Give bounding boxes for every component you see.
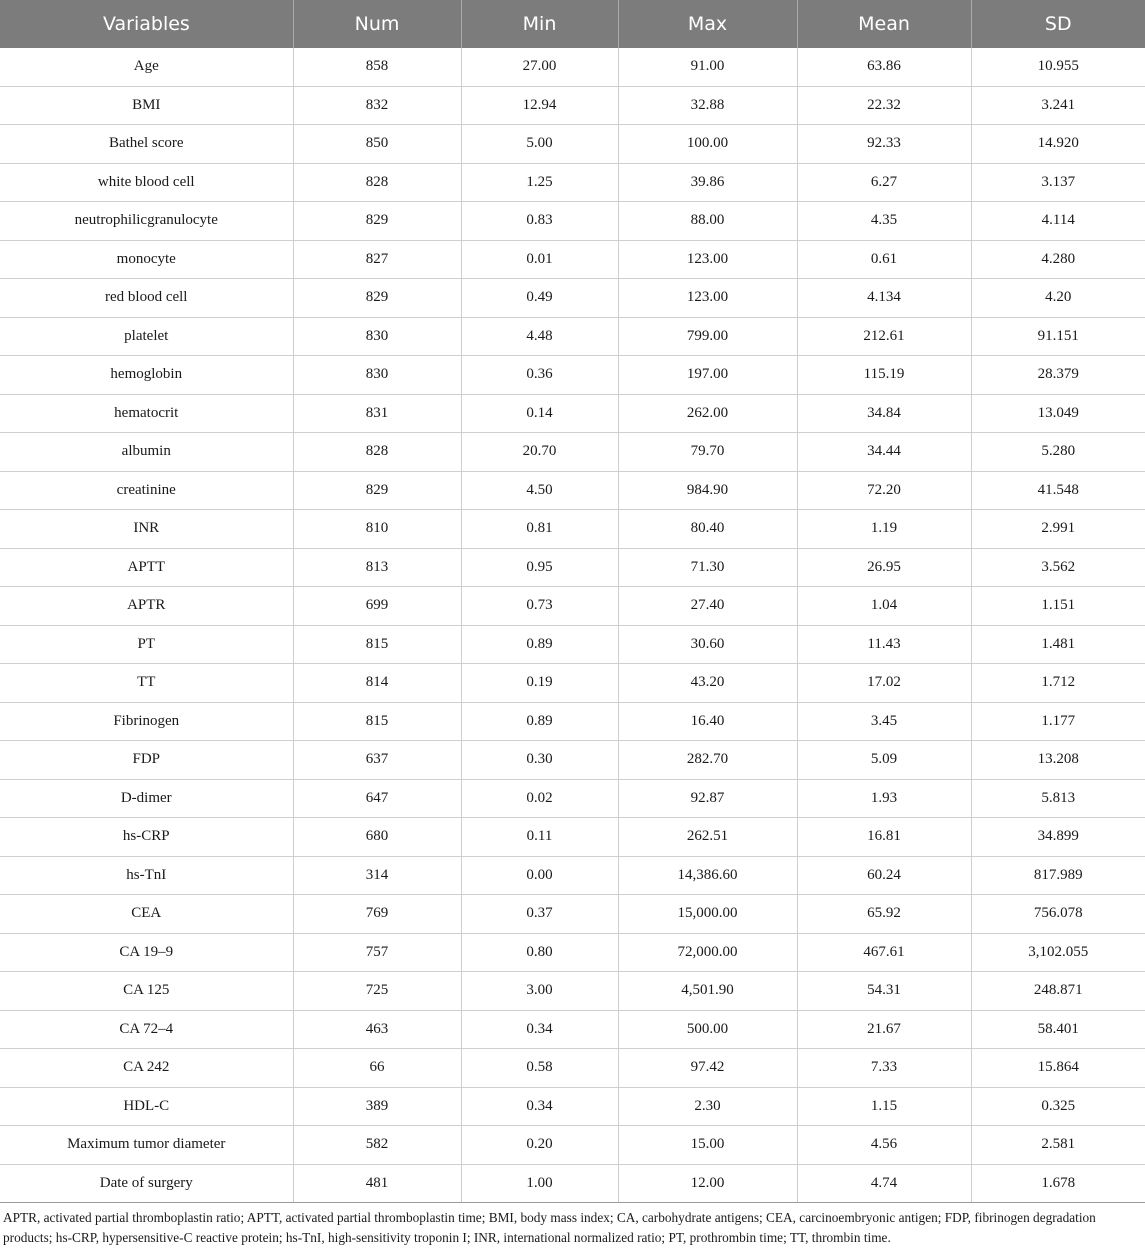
cell-sd: 1.678: [971, 1164, 1145, 1203]
table-row: [0, 818, 1145, 857]
header-mean: Mean: [797, 0, 971, 48]
table-row: [0, 394, 1145, 433]
cell-num: 66: [293, 1049, 461, 1088]
cell-num: 815: [293, 702, 461, 741]
cell-max: 32.88: [618, 86, 797, 125]
cell-num: 828: [293, 163, 461, 202]
table-row: [0, 1164, 1145, 1203]
cell-num: 829: [293, 202, 461, 241]
cell-mean: 22.32: [797, 86, 971, 125]
cell-max: 4,501.90: [618, 972, 797, 1011]
cell-min: 20.70: [461, 433, 618, 472]
cell-min: 4.50: [461, 471, 618, 510]
cell-mean: 4.74: [797, 1164, 971, 1203]
cell-num: 815: [293, 625, 461, 664]
table-row: [0, 1010, 1145, 1049]
header-sd: SD: [971, 0, 1145, 48]
cell-num: 389: [293, 1087, 461, 1126]
cell-max: 97.42: [618, 1049, 797, 1088]
cell-mean: 34.44: [797, 433, 971, 472]
cell-num: 582: [293, 1126, 461, 1165]
cell-num: 810: [293, 510, 461, 549]
cell-max: 984.90: [618, 471, 797, 510]
cell-variable: TT: [0, 664, 293, 703]
table-row: [0, 471, 1145, 510]
cell-num: 858: [293, 48, 461, 86]
cell-sd: 91.151: [971, 317, 1145, 356]
cell-max: 799.00: [618, 317, 797, 356]
cell-max: 15.00: [618, 1126, 797, 1165]
table-row: [0, 625, 1145, 664]
cell-variable: APTT: [0, 548, 293, 587]
cell-num: 463: [293, 1010, 461, 1049]
cell-max: 100.00: [618, 125, 797, 164]
cell-min: 0.20: [461, 1126, 618, 1165]
cell-max: 39.86: [618, 163, 797, 202]
cell-num: 481: [293, 1164, 461, 1203]
cell-sd: 817.989: [971, 856, 1145, 895]
cell-mean: 92.33: [797, 125, 971, 164]
cell-num: 830: [293, 356, 461, 395]
table-row: [0, 587, 1145, 626]
table-row: [0, 664, 1145, 703]
cell-sd: 1.151: [971, 587, 1145, 626]
cell-max: 80.40: [618, 510, 797, 549]
cell-mean: 1.19: [797, 510, 971, 549]
cell-mean: 72.20: [797, 471, 971, 510]
cell-mean: 467.61: [797, 933, 971, 972]
cell-variable: hematocrit: [0, 394, 293, 433]
cell-variable: hemoglobin: [0, 356, 293, 395]
cell-sd: 3.137: [971, 163, 1145, 202]
cell-max: 197.00: [618, 356, 797, 395]
cell-variable: Age: [0, 48, 293, 86]
cell-mean: 11.43: [797, 625, 971, 664]
cell-num: 813: [293, 548, 461, 587]
cell-min: 0.34: [461, 1010, 618, 1049]
cell-mean: 21.67: [797, 1010, 971, 1049]
cell-num: 725: [293, 972, 461, 1011]
cell-max: 72,000.00: [618, 933, 797, 972]
table-row: [0, 548, 1145, 587]
cell-max: 282.70: [618, 741, 797, 780]
cell-sd: 28.379: [971, 356, 1145, 395]
cell-variable: CA 242: [0, 1049, 293, 1088]
cell-mean: 26.95: [797, 548, 971, 587]
cell-sd: 4.280: [971, 240, 1145, 279]
cell-sd: 5.813: [971, 779, 1145, 818]
table-row: [0, 433, 1145, 472]
table-row: [0, 240, 1145, 279]
cell-min: 0.11: [461, 818, 618, 857]
cell-num: 814: [293, 664, 461, 703]
cell-variable: CEA: [0, 895, 293, 934]
cell-mean: 115.19: [797, 356, 971, 395]
cell-sd: 4.20: [971, 279, 1145, 318]
cell-max: 27.40: [618, 587, 797, 626]
cell-num: 637: [293, 741, 461, 780]
cell-min: 0.34: [461, 1087, 618, 1126]
cell-sd: 2.581: [971, 1126, 1145, 1165]
table-row: [0, 933, 1145, 972]
cell-sd: 10.955: [971, 48, 1145, 86]
cell-variable: neutrophilicgranulocyte: [0, 202, 293, 241]
cell-mean: 54.31: [797, 972, 971, 1011]
cell-min: 0.36: [461, 356, 618, 395]
table-header: [0, 0, 1145, 48]
table-row: [0, 202, 1145, 241]
table-row: [0, 779, 1145, 818]
cell-min: 0.73: [461, 587, 618, 626]
cell-sd: 756.078: [971, 895, 1145, 934]
cell-variable: CA 72–4: [0, 1010, 293, 1049]
cell-min: 12.94: [461, 86, 618, 125]
cell-variable: albumin: [0, 433, 293, 472]
cell-min: 0.30: [461, 741, 618, 780]
header-row: [0, 0, 1145, 48]
cell-variable: red blood cell: [0, 279, 293, 318]
cell-sd: 1.481: [971, 625, 1145, 664]
cell-mean: 0.61: [797, 240, 971, 279]
table-row: [0, 279, 1145, 318]
cell-mean: 4.56: [797, 1126, 971, 1165]
cell-max: 14,386.60: [618, 856, 797, 895]
cell-sd: 15.864: [971, 1049, 1145, 1088]
cell-variable: FDP: [0, 741, 293, 780]
cell-num: 647: [293, 779, 461, 818]
cell-mean: 3.45: [797, 702, 971, 741]
cell-max: 79.70: [618, 433, 797, 472]
cell-num: 830: [293, 317, 461, 356]
cell-max: 30.60: [618, 625, 797, 664]
cell-sd: 13.049: [971, 394, 1145, 433]
cell-min: 0.83: [461, 202, 618, 241]
cell-sd: 14.920: [971, 125, 1145, 164]
cell-variable: Date of surgery: [0, 1164, 293, 1203]
table-row: [0, 125, 1145, 164]
cell-max: 91.00: [618, 48, 797, 86]
cell-max: 12.00: [618, 1164, 797, 1203]
cell-max: 71.30: [618, 548, 797, 587]
cell-num: 829: [293, 279, 461, 318]
cell-min: 1.00: [461, 1164, 618, 1203]
cell-sd: 58.401: [971, 1010, 1145, 1049]
cell-max: 92.87: [618, 779, 797, 818]
header-max: Max: [618, 0, 797, 48]
cell-num: 314: [293, 856, 461, 895]
header-min: Min: [461, 0, 618, 48]
table-row: [0, 741, 1145, 780]
cell-max: 16.40: [618, 702, 797, 741]
table-row: [0, 1049, 1145, 1088]
cell-min: 0.01: [461, 240, 618, 279]
cell-sd: 1.177: [971, 702, 1145, 741]
cell-variable: monocyte: [0, 240, 293, 279]
cell-variable: Maximum tumor diameter: [0, 1126, 293, 1165]
table-row: [0, 86, 1145, 125]
cell-variable: BMI: [0, 86, 293, 125]
cell-mean: 1.15: [797, 1087, 971, 1126]
cell-sd: 13.208: [971, 741, 1145, 780]
cell-num: 850: [293, 125, 461, 164]
cell-sd: 3.562: [971, 548, 1145, 587]
cell-max: 43.20: [618, 664, 797, 703]
cell-min: 1.25: [461, 163, 618, 202]
cell-min: 0.89: [461, 702, 618, 741]
cell-num: 680: [293, 818, 461, 857]
header-num: Num: [293, 0, 461, 48]
header-variables: Variables: [0, 0, 293, 48]
cell-min: 0.19: [461, 664, 618, 703]
cell-variable: CA 19–9: [0, 933, 293, 972]
table-row: [0, 510, 1145, 549]
cell-mean: 4.134: [797, 279, 971, 318]
cell-min: 0.00: [461, 856, 618, 895]
cell-num: 827: [293, 240, 461, 279]
table-row: [0, 48, 1145, 86]
cell-variable: INR: [0, 510, 293, 549]
cell-num: 757: [293, 933, 461, 972]
cell-sd: 5.280: [971, 433, 1145, 472]
cell-mean: 34.84: [797, 394, 971, 433]
cell-mean: 4.35: [797, 202, 971, 241]
table-row: [0, 856, 1145, 895]
cell-min: 27.00: [461, 48, 618, 86]
cell-mean: 7.33: [797, 1049, 971, 1088]
cell-mean: 60.24: [797, 856, 971, 895]
cell-max: 262.51: [618, 818, 797, 857]
cell-sd: 4.114: [971, 202, 1145, 241]
table-row: [0, 317, 1145, 356]
cell-min: 4.48: [461, 317, 618, 356]
cell-mean: 212.61: [797, 317, 971, 356]
cell-variable: Bathel score: [0, 125, 293, 164]
cell-variable: white blood cell: [0, 163, 293, 202]
cell-min: 0.49: [461, 279, 618, 318]
cell-variable: creatinine: [0, 471, 293, 510]
table-row: [0, 1087, 1145, 1126]
cell-mean: 6.27: [797, 163, 971, 202]
cell-sd: 3,102.055: [971, 933, 1145, 972]
cell-variable: Fibrinogen: [0, 702, 293, 741]
cell-min: 0.58: [461, 1049, 618, 1088]
cell-min: 0.80: [461, 933, 618, 972]
cell-sd: 41.548: [971, 471, 1145, 510]
cell-variable: hs-TnI: [0, 856, 293, 895]
cell-max: 2.30: [618, 1087, 797, 1126]
table-row: [0, 895, 1145, 934]
cell-min: 3.00: [461, 972, 618, 1011]
cell-num: 769: [293, 895, 461, 934]
cell-mean: 16.81: [797, 818, 971, 857]
cell-min: 0.89: [461, 625, 618, 664]
table-row: [0, 702, 1145, 741]
cell-sd: 1.712: [971, 664, 1145, 703]
table-body: [0, 48, 1145, 1203]
cell-variable: D-dimer: [0, 779, 293, 818]
cell-max: 88.00: [618, 202, 797, 241]
cell-min: 5.00: [461, 125, 618, 164]
cell-max: 15,000.00: [618, 895, 797, 934]
cell-num: 829: [293, 471, 461, 510]
cell-num: 699: [293, 587, 461, 626]
cell-sd: 248.871: [971, 972, 1145, 1011]
cell-max: 123.00: [618, 279, 797, 318]
cell-num: 831: [293, 394, 461, 433]
cell-variable: PT: [0, 625, 293, 664]
cell-num: 828: [293, 433, 461, 472]
cell-min: 0.37: [461, 895, 618, 934]
cell-variable: APTR: [0, 587, 293, 626]
cell-mean: 5.09: [797, 741, 971, 780]
cell-min: 0.95: [461, 548, 618, 587]
table-row: [0, 972, 1145, 1011]
cell-min: 0.81: [461, 510, 618, 549]
cell-max: 262.00: [618, 394, 797, 433]
cell-variable: hs-CRP: [0, 818, 293, 857]
cell-variable: HDL-C: [0, 1087, 293, 1126]
cell-sd: 2.991: [971, 510, 1145, 549]
table-footnote: APTR, activated partial thromboplastin ratio; APTT, activated partial thromboplastin time; BMI, body mass index; CA, carbohydrate antigens; CEA, carcinoembryonic antigen; FDP, fibrinogen degradation products; hs-CRP, hypersensitive-C reactive protein; hs-TnI, high-sensitivity troponin I; INR, international normalized ratio; PT, prothrombin time; TT, thrombin time.: [3, 1210, 1096, 1245]
cell-max: 500.00: [618, 1010, 797, 1049]
cell-sd: 3.241: [971, 86, 1145, 125]
table-row: [0, 356, 1145, 395]
cell-variable: platelet: [0, 317, 293, 356]
cell-sd: 34.899: [971, 818, 1145, 857]
cell-sd: 0.325: [971, 1087, 1145, 1126]
cell-mean: 65.92: [797, 895, 971, 934]
table-row: [0, 163, 1145, 202]
cell-mean: 1.93: [797, 779, 971, 818]
cell-mean: 63.86: [797, 48, 971, 86]
cell-num: 832: [293, 86, 461, 125]
cell-mean: 17.02: [797, 664, 971, 703]
cell-min: 0.02: [461, 779, 618, 818]
cell-min: 0.14: [461, 394, 618, 433]
cell-mean: 1.04: [797, 587, 971, 626]
cell-max: 123.00: [618, 240, 797, 279]
cell-variable: CA 125: [0, 972, 293, 1011]
table-row: [0, 1126, 1145, 1165]
